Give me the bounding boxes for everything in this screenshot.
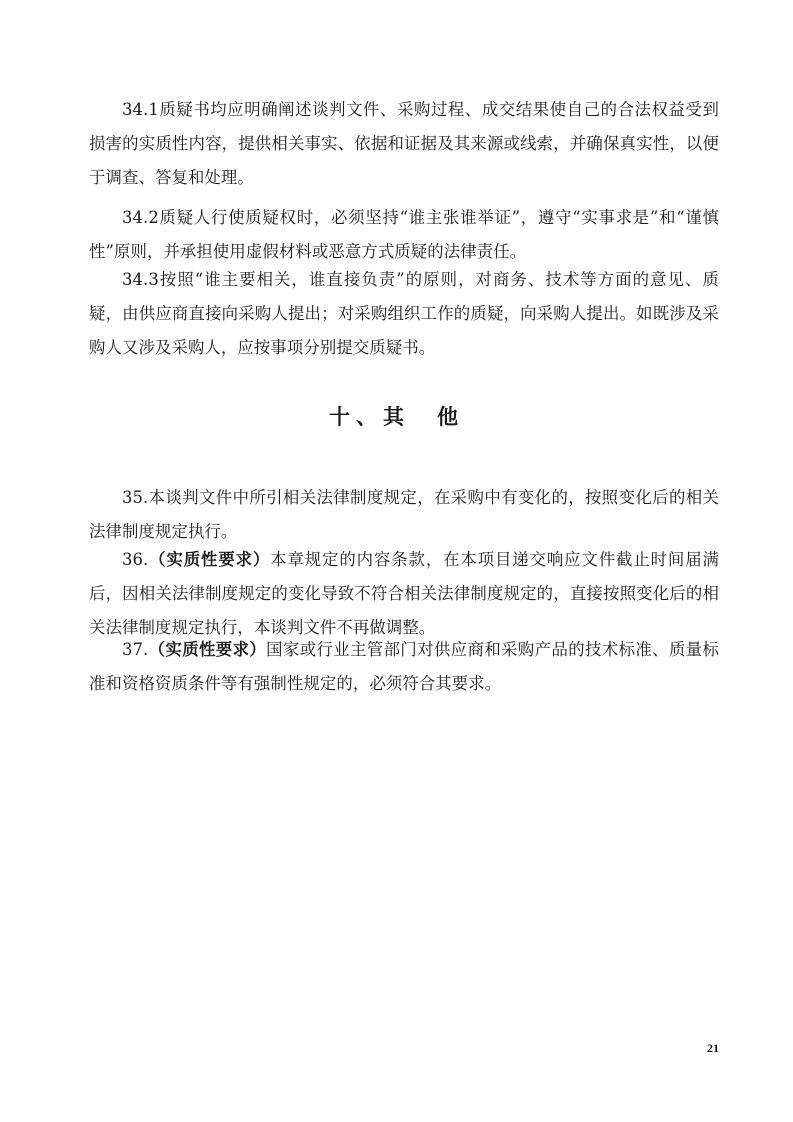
page-number: 21 bbox=[707, 1041, 719, 1055]
clause-36 bbox=[89, 543, 719, 645]
clause-34-3: 34.3按照“谁主要相关，谁直接负责”的原则，对商务、技术等方面的意见、质疑，由供应商直接向采购人提出；对采购组织工作的质疑，向采购人提出。如既涉及采购人又涉及采购人，应按事项分别提交质疑书。 bbox=[89, 270, 719, 357]
clause-37-text: 国家或行业主管部门对供应商和采购产品的技术标准、质量标准和资格资质条件等有强制性规定的，必须符合其要求。 bbox=[89, 640, 720, 693]
clause-36-text: 本章规定的内容条款，在本项目递交响应文件截止时间届满后，因相关法律制度规定的变化导致不符合相关法律制度规定的，直接按照变化后的相关法律制度规定执行，本谈判文件不再做调整。 bbox=[89, 550, 719, 637]
clause-36-tag: （实质性要求） bbox=[148, 550, 271, 569]
clause-35: 35.本谈判文件中所引相关法律制度规定，在采购中有变化的，按照变化后的相关法律制度规定执行。 bbox=[89, 488, 719, 541]
clause-34-1: 34.1质疑书均应明确阐述谈判文件、采购过程、成交结果使自己的合法权益受到损害的实质性内容，提供相关事实、依据和证据及其来源或线索，并确保真实性，以便于调查、答复和处理。 bbox=[89, 100, 719, 187]
clause-37-tag: （实质性要求） bbox=[148, 640, 267, 659]
clause-36-number: 36. bbox=[122, 550, 149, 569]
clause-37-number: 37. bbox=[122, 640, 149, 659]
clause-37 bbox=[89, 633, 719, 701]
clause-34-2: 34.2质疑人行使质疑权时，必须坚持“谁主张谁举证”，遵守“实事求是”和“谨慎性”原则，并承担使用虚假材料或恶意方式质疑的法律责任。 bbox=[89, 208, 719, 261]
section-title: 十、其 他 bbox=[329, 405, 464, 429]
